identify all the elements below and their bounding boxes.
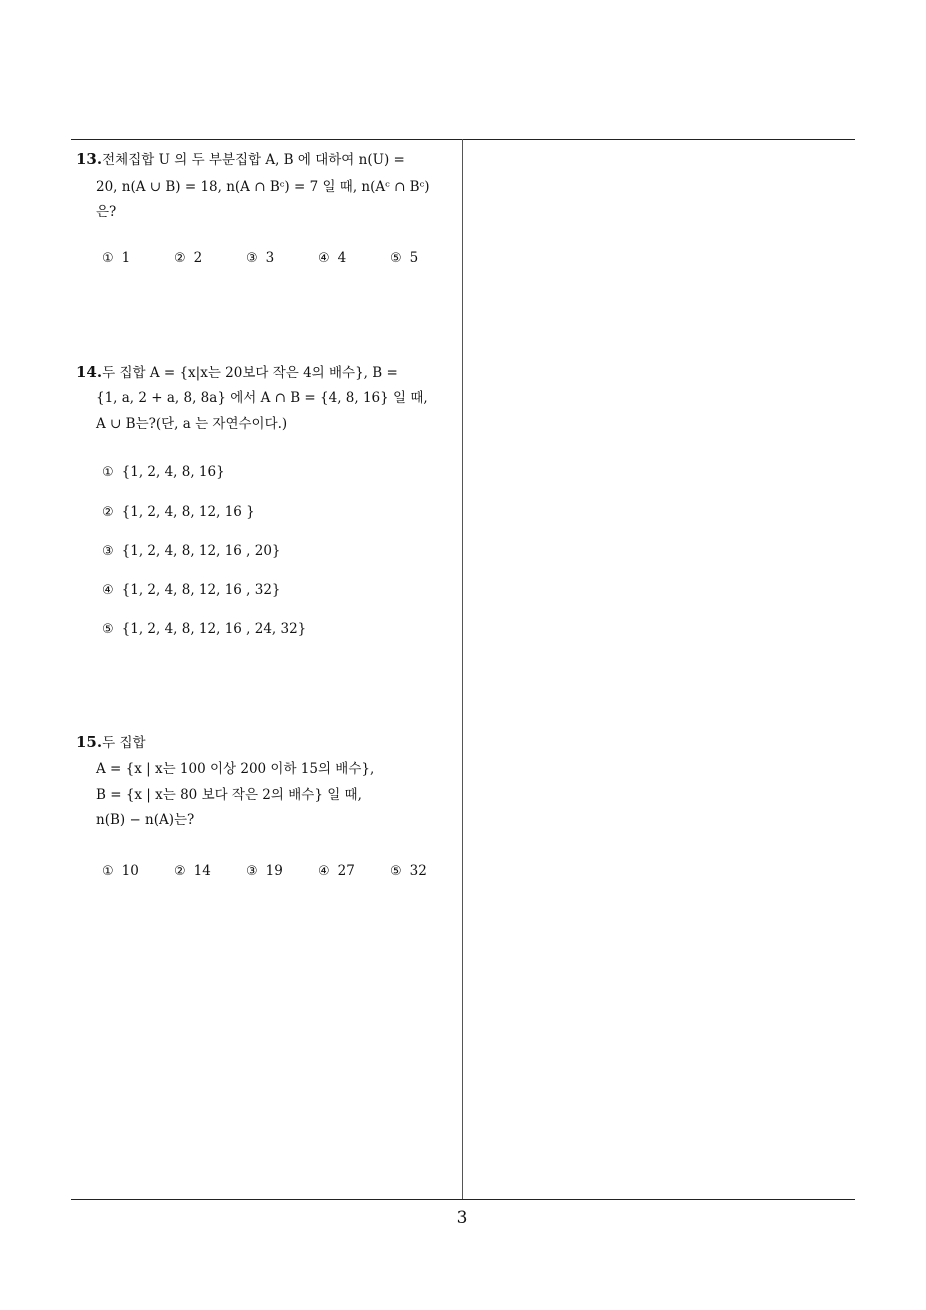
problem-15-choices [102, 863, 462, 879]
choice-marker-4: ④ [102, 583, 114, 598]
choice-4[interactable] [318, 863, 390, 879]
choice-marker-5: ⑤ [390, 864, 402, 879]
choice-2[interactable] [174, 250, 246, 266]
choice-text: 5 [409, 250, 419, 266]
choice-5[interactable] [102, 621, 306, 637]
problem-15-text-1: 두 집합 [102, 735, 146, 751]
choice-marker-1: ① [102, 864, 114, 879]
choice-text: 10 [121, 863, 139, 879]
choice-marker-2: ② [174, 864, 186, 879]
problem-14-text-2: {1, a, 2 + a, 8, 8a} 에서 A ∩ B = {4, 8, 16} 일 때, [96, 390, 428, 406]
problem-14-text-1: 두 집합 A = {x|x는 20보다 작은 4의 배수}, B = [102, 365, 398, 381]
page-number: 3 [456, 1208, 468, 1228]
choice-text: 2 [193, 250, 203, 266]
choice-text: {1, 2, 4, 8, 12, 16 } [121, 504, 255, 520]
choice-marker-4: ④ [318, 864, 330, 879]
choice-marker-2: ② [174, 251, 186, 266]
choice-text: {1, 2, 4, 8, 16} [121, 464, 225, 480]
choice-4[interactable] [318, 250, 390, 266]
choice-2[interactable] [102, 504, 255, 520]
problem-15-number: 15. [76, 733, 103, 751]
choice-text: 32 [409, 863, 427, 879]
choice-text: {1, 2, 4, 8, 12, 16 , 24, 32} [121, 621, 307, 637]
choice-marker-3: ③ [102, 544, 114, 559]
problem-13-text-1: 전체집합 U 의 두 부분집합 A, B 에 대하여 n(U) = [102, 152, 405, 168]
choice-marker-3: ③ [246, 864, 258, 879]
problem-13-text-2: 20, n(A ∪ B) = 18, n(A ∩ Bᶜ) = 7 일 때, n(Aᶜ ∩ Bᶜ) [96, 179, 430, 195]
problem-13-text-3: 은? [96, 204, 117, 220]
choice-3[interactable] [246, 863, 318, 879]
problem-13-line-1 [76, 150, 405, 169]
choice-3[interactable] [246, 250, 318, 266]
problem-14-line-1 [76, 363, 398, 382]
choice-text: 27 [337, 863, 355, 879]
choice-text: 14 [193, 863, 211, 879]
choice-3[interactable] [102, 543, 281, 559]
choice-marker-1: ① [102, 465, 114, 480]
problem-14-text-3: A ∪ B는?(단, a 는 자연수이다.) [96, 416, 288, 432]
choice-text: {1, 2, 4, 8, 12, 16 , 20} [121, 543, 281, 559]
choice-text: 4 [337, 250, 347, 266]
choice-text: 19 [265, 863, 283, 879]
choice-marker-5: ⑤ [390, 251, 402, 266]
choice-5[interactable] [390, 863, 462, 879]
choice-marker-5: ⑤ [102, 622, 114, 637]
choice-1[interactable] [102, 250, 174, 266]
problem-15-text-2: A = {x | x는 100 이상 200 이하 15의 배수}, [96, 761, 375, 777]
problem-15-line-1 [76, 733, 146, 752]
problem-13-number: 13. [76, 150, 103, 168]
choice-text: 3 [265, 250, 275, 266]
choice-4[interactable] [102, 582, 281, 598]
choice-2[interactable] [174, 863, 246, 879]
choice-text: {1, 2, 4, 8, 12, 16 , 32} [121, 582, 281, 598]
choice-marker-4: ④ [318, 251, 330, 266]
choice-1[interactable] [102, 464, 225, 480]
choice-1[interactable] [102, 863, 174, 879]
bottom-rule [71, 1199, 855, 1200]
top-rule [71, 139, 855, 140]
choice-marker-3: ③ [246, 251, 258, 266]
column-divider [462, 139, 463, 1200]
choice-5[interactable] [390, 250, 462, 266]
choice-marker-2: ② [102, 505, 114, 520]
problem-15-text-3: B = {x | x는 80 보다 작은 2의 배수} 일 때, [96, 787, 362, 803]
choice-text: 1 [121, 250, 131, 266]
choice-marker-1: ① [102, 251, 114, 266]
problem-14-number: 14. [76, 363, 103, 381]
problem-13-choices [102, 250, 462, 266]
problem-15-text-4: n(B) − n(A)는? [96, 812, 195, 828]
